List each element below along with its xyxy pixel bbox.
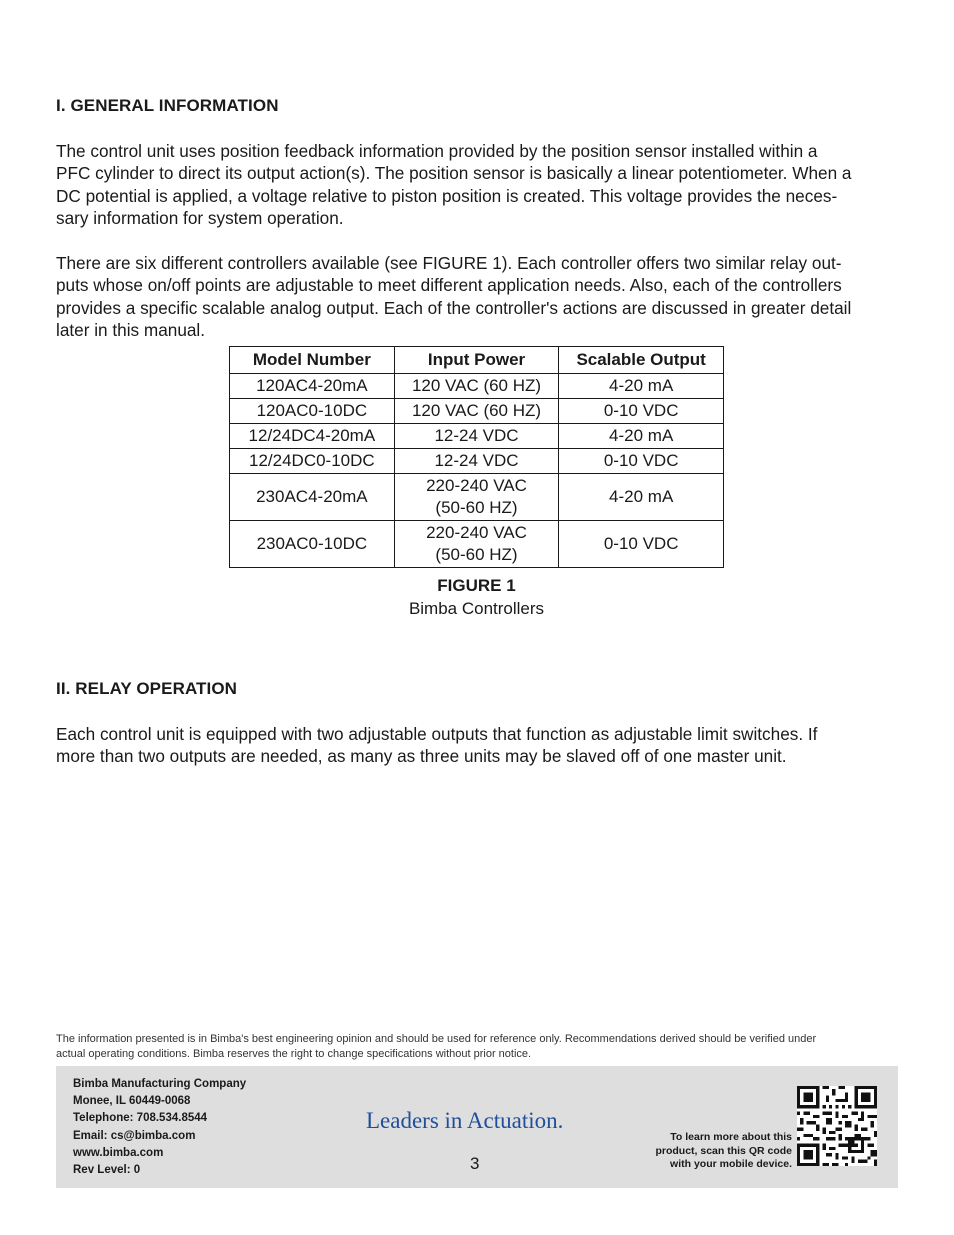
section-heading-relay-operation: II. RELAY OPERATION xyxy=(56,679,238,698)
column-header-model-number: Model Number xyxy=(230,347,395,374)
model-cell: 120AC0-10DC xyxy=(230,399,395,424)
figure-caption-number: FIGURE 1 xyxy=(437,576,516,595)
output-cell: 0-10 VDC xyxy=(559,521,724,568)
text-line: more than two outputs are needed, as many as three units may be slaved off of one master unit. xyxy=(56,746,787,767)
text-line: puts whose on/off points are adjustable to meet different application needs. Also, each of the controllers xyxy=(56,275,842,296)
table-row xyxy=(230,449,724,474)
text-line: There are six different controllers available (see FIGURE 1). Each controller offers two similar relay out- xyxy=(56,253,842,273)
text-line: product, scan this QR code xyxy=(655,1144,792,1157)
power-cell xyxy=(394,521,559,568)
figure-caption-title: Bimba Controllers xyxy=(408,599,545,618)
company-name: Bimba Manufacturing Company xyxy=(73,1078,247,1090)
table-row xyxy=(230,399,724,424)
output-cell: 4-20 mA xyxy=(559,424,724,449)
column-header-input-power: Input Power xyxy=(394,347,559,374)
qr-code-icon xyxy=(797,1086,877,1166)
company-website: www.bimba.com xyxy=(73,1146,164,1159)
power-line: (50-60 HZ) xyxy=(435,545,518,564)
output-cell: 0-10 VDC xyxy=(559,399,724,424)
revision-level: Rev Level: 0 xyxy=(73,1164,141,1177)
relay-operation-paragraph xyxy=(56,723,901,768)
table-row xyxy=(230,521,724,568)
power-line: (50-60 HZ) xyxy=(435,498,518,517)
controllers-table xyxy=(229,346,724,568)
text-line: Each control unit is equipped with two adjustable outputs that function as adjustable limit switches. If xyxy=(56,724,818,744)
output-cell: 4-20 mA xyxy=(559,374,724,399)
page-number: 3 xyxy=(470,1154,480,1173)
power-cell: 120 VAC (60 HZ) xyxy=(394,399,559,424)
text-line: provides a specific scalable analog output. Each of the controller's actions are discussed in greater detail xyxy=(56,297,852,318)
table-row xyxy=(230,474,724,521)
model-cell: 12/24DC4-20mA xyxy=(230,424,395,449)
text-line: To learn more about this xyxy=(670,1131,792,1143)
text-line: The control unit uses position feedback information provided by the position sensor installed within a xyxy=(56,141,818,161)
disclaimer-text xyxy=(56,1032,901,1062)
text-line: actual operating conditions. Bimba reserves the right to change specifications without prior notice. xyxy=(56,1048,532,1060)
brand-tagline: Leaders in Actuation. xyxy=(366,1108,564,1133)
table-header-row xyxy=(230,347,724,374)
text-line: with your mobile device. xyxy=(670,1158,792,1170)
model-cell: 120AC4-20mA xyxy=(230,374,395,399)
qr-instructions xyxy=(642,1131,792,1172)
table-row xyxy=(230,374,724,399)
model-cell: 230AC0-10DC xyxy=(230,521,395,568)
text-line: later in this manual. xyxy=(56,320,206,341)
power-cell xyxy=(394,474,559,521)
company-contact-block xyxy=(73,1076,246,1179)
model-cell: 230AC4-20mA xyxy=(230,474,395,521)
power-line: 220-240 VAC xyxy=(426,523,527,542)
table-row xyxy=(230,424,724,449)
text-line: DC potential is applied, a voltage relative to piston position is created. This voltage provides the neces- xyxy=(56,185,838,206)
general-info-paragraph-1 xyxy=(56,140,901,230)
company-telephone: Telephone: 708.534.8544 xyxy=(73,1112,208,1125)
company-email: Email: cs@bimba.com xyxy=(73,1129,196,1142)
output-cell: 0-10 VDC xyxy=(559,449,724,474)
power-cell: 120 VAC (60 HZ) xyxy=(394,374,559,399)
text-line: PFC cylinder to direct its output action(s). The position sensor is basically a linear potentiometer. When a xyxy=(56,163,852,184)
power-line: 220-240 VAC xyxy=(426,476,527,495)
text-line: The information presented is in Bimba's best engineering opinion and should be used for reference only. Recommendations derived should be verified under xyxy=(56,1033,817,1045)
power-cell: 12-24 VDC xyxy=(394,449,559,474)
model-cell: 12/24DC0-10DC xyxy=(230,449,395,474)
power-cell: 12-24 VDC xyxy=(394,424,559,449)
text-line: sary information for system operation. xyxy=(56,208,344,229)
page-footer xyxy=(56,1066,898,1188)
section-heading-general-information: I. GENERAL INFORMATION xyxy=(56,96,279,115)
column-header-scalable-output: Scalable Output xyxy=(559,347,724,374)
company-address: Monee, IL 60449-0068 xyxy=(73,1095,191,1108)
output-cell: 4-20 mA xyxy=(559,474,724,521)
general-info-paragraph-2 xyxy=(56,252,901,342)
